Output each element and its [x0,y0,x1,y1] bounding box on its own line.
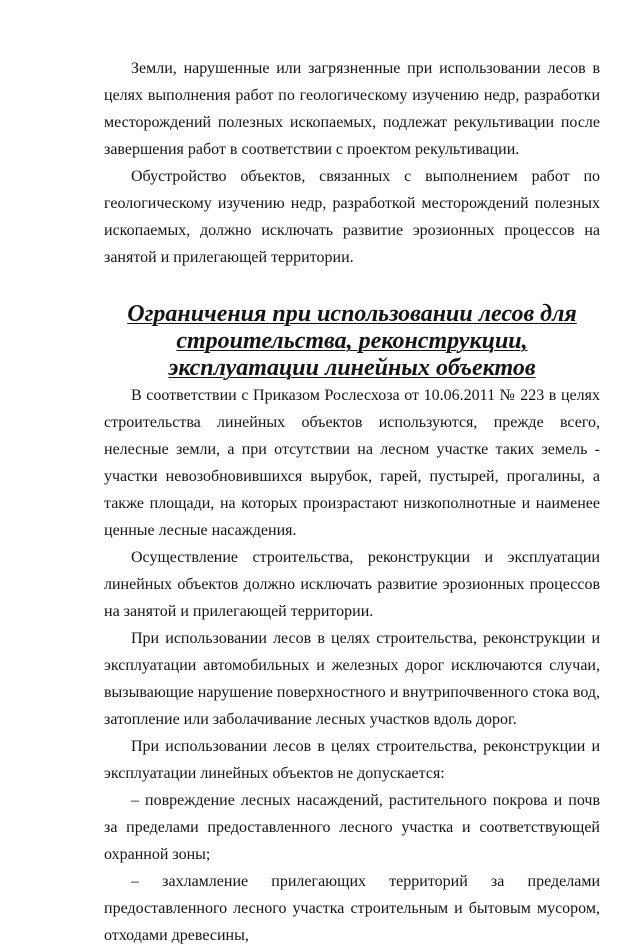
paragraph-roads-drainage: При использовании лесов в целях строительства, реконструкции и эксплуатации автомобильных и железных дорог исключаются случаи, вызывающие нарушение поверхностного и внутрипочвенного стока вод, затопление или заболачивание лесных участков вдоль дорог. [104,630,600,728]
list-item-damage: – повреждение лесных насаждений, растительного покрова и почв за пределами предоставленного лесного участка и соответствующей охранной зоны; [104,792,600,863]
section-heading-line-1: Ограничения при использовании лесов для строительства, реконструкции, [127,301,577,354]
section-heading [104,301,600,382]
list-item-littering: – захламление прилегающих территорий за пределами предоставленного лесного участка строительным и бытовым мусором, отходами древесины, [104,873,600,944]
paragraph-erosion-prevention: Обустройство объектов, связанных с выполнением работ по геологическому изучению недр, разработкой месторождений полезных ископаемых, должно исключать развитие эрозионных процессов на занятой и прилегающей территории. [104,168,600,266]
paragraph-linear-objects-erosion: Осуществление строительства, реконструкции и эксплуатации линейных объектов должно исключать развитие эрозионных процессов на занятой и прилегающей территории. [104,549,600,620]
section-gap [104,271,600,301]
paragraph-not-allowed-intro: При использовании лесов в целях строительства, реконструкции и эксплуатации линейных объектов не допускается: [104,738,600,782]
section-heading-line-2: эксплуатации линейных объектов [168,355,536,381]
paragraph-land-reclamation: Земли, нарушенные или загрязненные при использовании лесов в целях выполнения работ по геологическому изучению недр, разработки месторождений полезных ископаемых, подлежат рекультивации после завершения работ в соответствии с проектом рекультивации. [104,60,600,158]
paragraph-rosleskhoz-order: В соответствии с Приказом Рослесхоза от 10.06.2011 № 223 в целях строительства линейных объектов используются, прежде всего, нелесные земли, а при отсутствии на лесном участке таких земель - участки невозобновившихся вырубок, гарей, пустырей, прогалины, а также площади, на которых произрастают низкополнотные и наименее ценные лесные насаждения. [104,387,600,539]
